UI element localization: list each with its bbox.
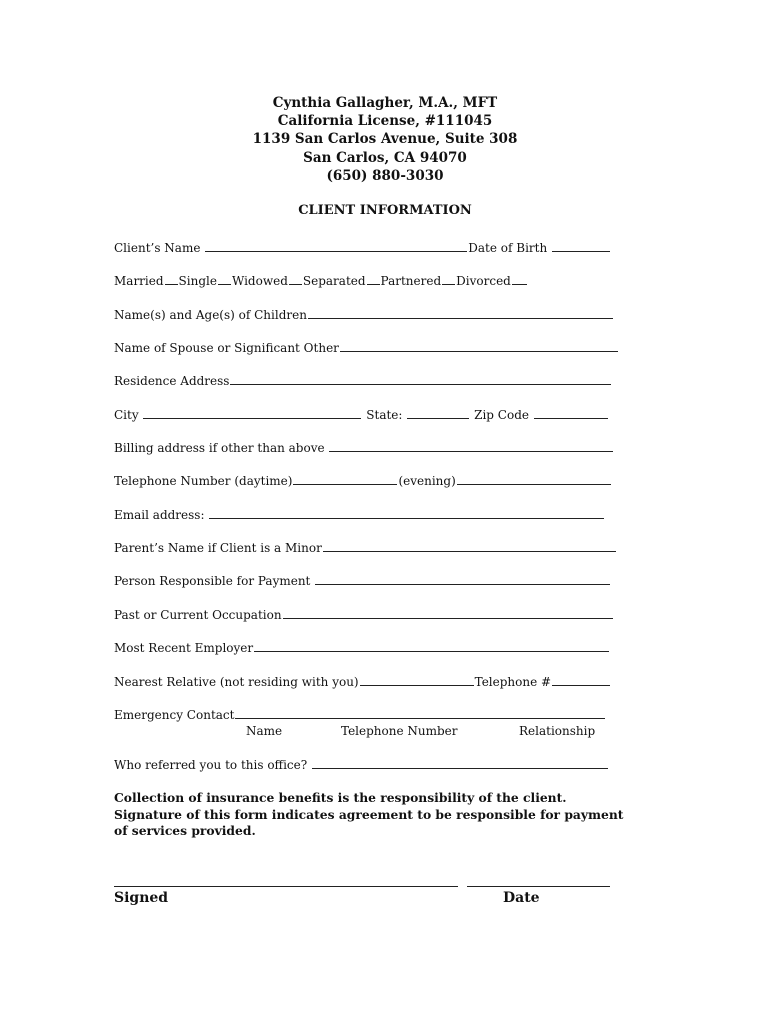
responsible-row: [114, 573, 611, 589]
notice-line-2: Signature of this form indicates agreement to be responsible for payment of services provided.: [114, 806, 624, 838]
emergency-name-caption: Name: [246, 724, 283, 738]
emergency-relationship-caption: Relationship: [519, 724, 596, 738]
tel-daytime-label: Telephone Number (daytime): [114, 474, 293, 488]
city-state-zip-row: [114, 407, 609, 423]
signed-label: Signed: [114, 890, 169, 906]
signature-field[interactable]: [114, 886, 458, 887]
children-row: [114, 307, 614, 323]
clients-name-row: [114, 240, 611, 256]
employer-row: [114, 640, 610, 656]
referred-row: [114, 757, 609, 773]
emergency-row: [114, 707, 606, 723]
partnered-label: Partnered: [380, 274, 442, 288]
phone-number: (650) 880-3030: [326, 167, 444, 184]
referred-label: Who referred you to this office?: [114, 758, 308, 772]
single-field[interactable]: [218, 273, 231, 285]
occupation-row: [114, 607, 614, 623]
single-label: Single: [178, 274, 217, 288]
state-label: State:: [366, 408, 403, 422]
address-line-1: 1139 San Carlos Avenue, Suite 308: [252, 131, 518, 148]
address-line-2: San Carlos, CA 94070: [303, 149, 467, 166]
separated-label: Separated: [302, 274, 366, 288]
city-field[interactable]: [143, 407, 361, 419]
zip-label: Zip Code: [474, 408, 529, 422]
notice-line-1: Collection of insurance benefits is the responsibility of the client.: [114, 790, 567, 805]
emergency-field[interactable]: [235, 707, 605, 719]
billing-row: [114, 440, 614, 456]
children-field[interactable]: [308, 307, 613, 319]
emergency-label: Emergency Contact: [114, 708, 235, 722]
spouse-field[interactable]: [340, 340, 618, 352]
employer-field[interactable]: [254, 640, 609, 652]
partnered-field[interactable]: [442, 273, 455, 285]
email-field[interactable]: [209, 507, 604, 519]
separated-field[interactable]: [367, 273, 380, 285]
referred-field[interactable]: [312, 757, 608, 769]
form-title: CLIENT INFORMATION: [298, 203, 472, 218]
divorced-label: Divorced: [456, 274, 511, 288]
parent-field[interactable]: [323, 540, 616, 552]
relative-field[interactable]: [360, 674, 474, 686]
email-label: Email address:: [114, 508, 205, 522]
occupation-label: Past or Current Occupation: [114, 608, 282, 622]
emergency-telephone-caption: Telephone Number: [341, 724, 458, 738]
license-number: California License, #111045: [277, 113, 493, 130]
tel-evening-field[interactable]: [457, 473, 611, 485]
widowed-field[interactable]: [289, 273, 302, 285]
spouse-row: [114, 340, 619, 356]
relative-tel-label: Telephone #: [474, 675, 552, 689]
widowed-label: Widowed: [231, 274, 288, 288]
zip-field[interactable]: [534, 407, 608, 419]
city-label: City: [114, 408, 139, 422]
occupation-field[interactable]: [283, 607, 613, 619]
date-label: Date: [503, 890, 540, 906]
clients-name-field[interactable]: [205, 240, 467, 252]
date-of-birth-label: Date of Birth: [468, 241, 548, 255]
practice-header: [0, 94, 770, 185]
divorced-field[interactable]: [512, 273, 527, 285]
billing-field[interactable]: [329, 440, 613, 452]
married-label: Married: [114, 274, 164, 288]
residence-row: [114, 373, 612, 389]
relative-row: [114, 674, 611, 690]
tel-daytime-field[interactable]: [293, 473, 397, 485]
date-of-birth-field[interactable]: [552, 240, 610, 252]
married-field[interactable]: [165, 273, 178, 285]
state-field[interactable]: [407, 407, 469, 419]
relative-tel-field[interactable]: [552, 674, 610, 686]
billing-label: Billing address if other than above: [114, 441, 325, 455]
relative-label: Nearest Relative (not residing with you): [114, 675, 359, 689]
date-field[interactable]: [467, 886, 610, 887]
residence-field[interactable]: [230, 373, 611, 385]
practitioner-name: Cynthia Gallagher, M.A., MFT: [272, 95, 498, 111]
payment-responsibility-notice: [114, 790, 634, 840]
telephone-row: [114, 473, 612, 489]
parent-label: Parent’s Name if Client is a Minor: [114, 541, 322, 555]
residence-label: Residence Address: [114, 374, 230, 388]
marital-status-row: [114, 273, 528, 289]
children-label: Name(s) and Age(s) of Children: [114, 308, 307, 322]
clients-name-label: Client’s Name: [114, 241, 201, 255]
email-row: [114, 507, 605, 523]
responsible-label: Person Responsible for Payment: [114, 574, 311, 588]
spouse-label: Name of Spouse or Significant Other: [114, 341, 339, 355]
employer-label: Most Recent Employer: [114, 641, 254, 655]
parent-row: [114, 540, 617, 556]
responsible-field[interactable]: [315, 573, 610, 585]
tel-evening-label: (evening): [398, 474, 456, 488]
